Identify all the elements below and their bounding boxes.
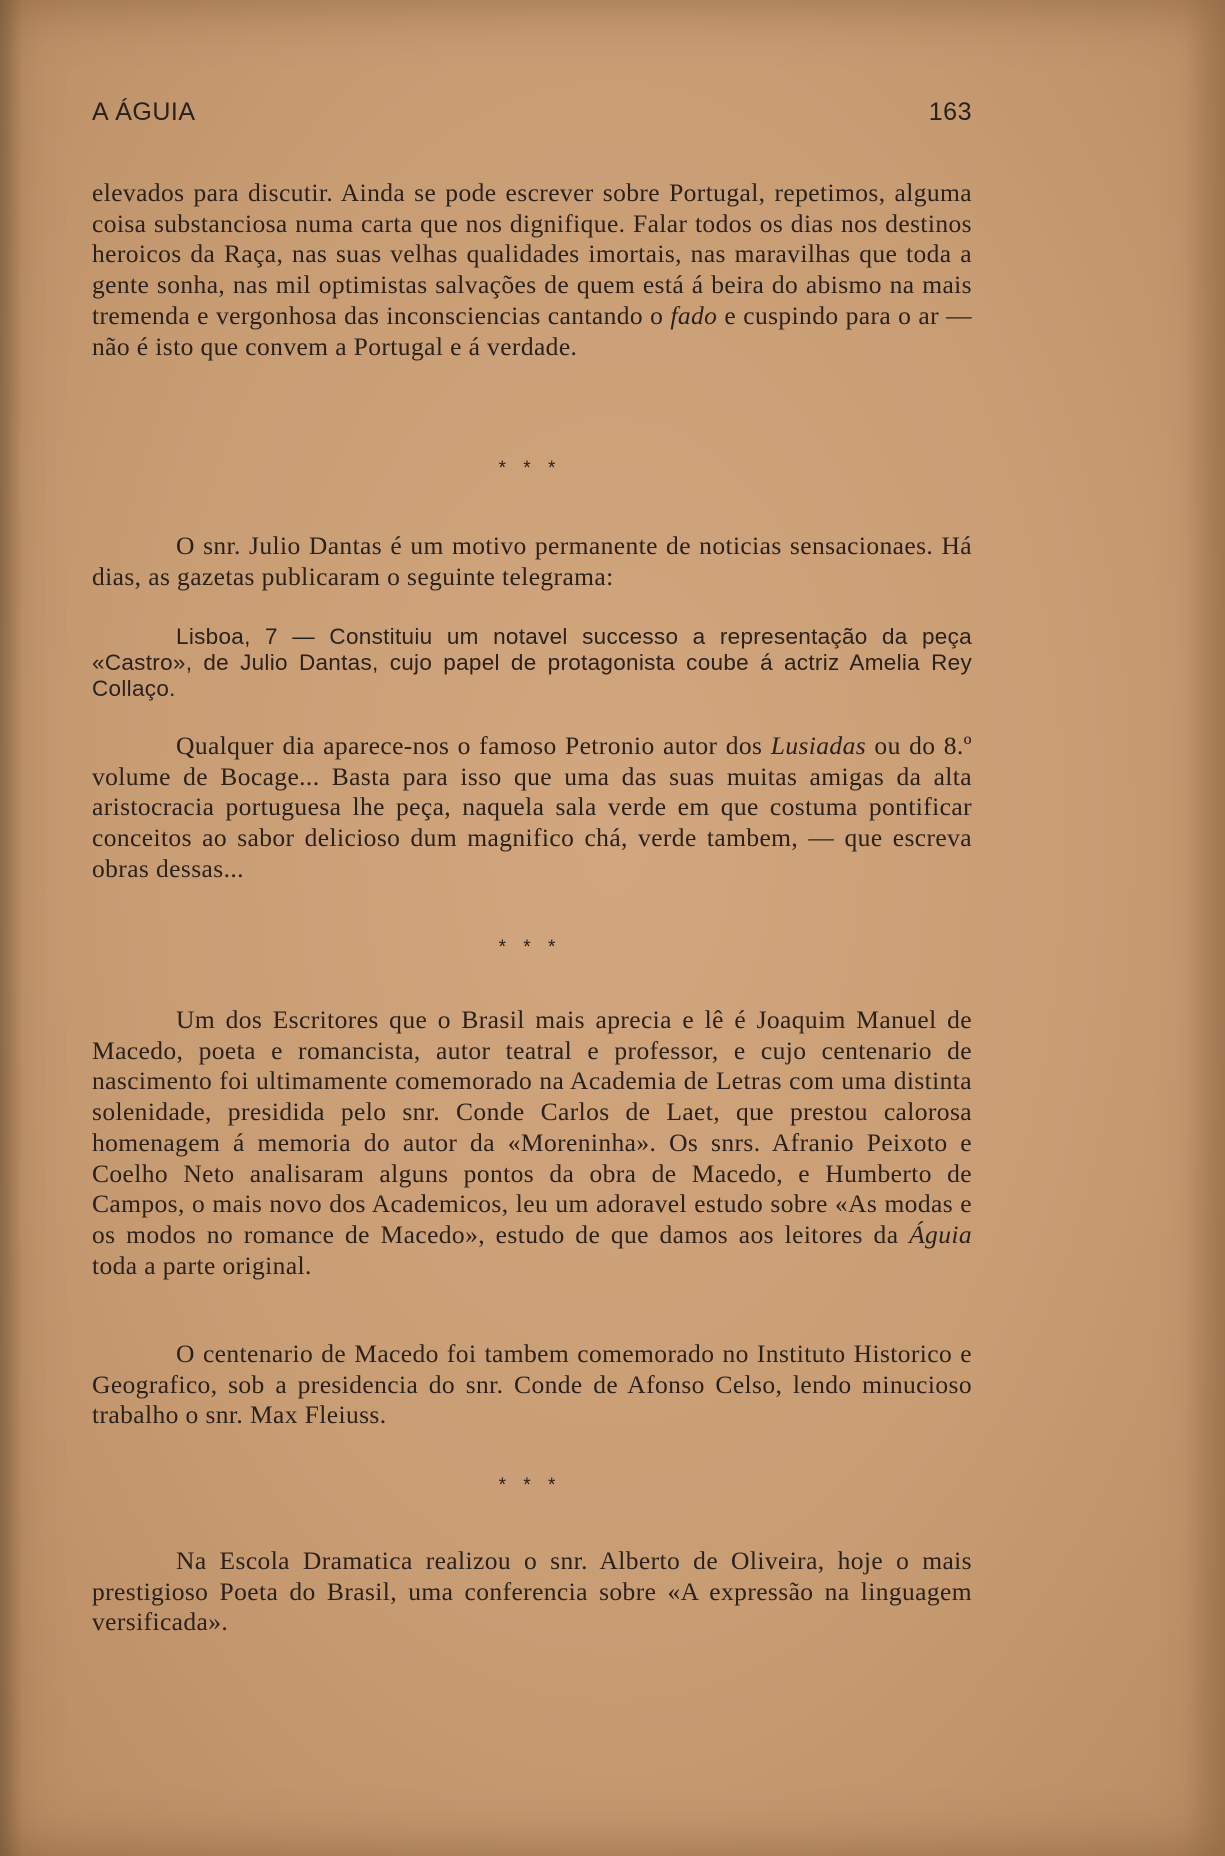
- paragraph-portugal-text: elevados para discutir. Ainda se pode escrever sobre Portugal, repetimos, alguma coisa substanciosa numa carta que nos dignifique. Falar todos os dias nos destinos heroicos da Raça, nas suas velhas qualidades imortais, nas maravilhas que toda a gente sonha, nas mil optimistas salvações de quem está á beira do abismo na mais tremenda e vergonhosa das inconsciencias cantando o: [92, 178, 972, 330]
- telegram-quote: Lisboa, 7 — Constituiu um notavel successo a representação da peça «Castro», de Julio Dantas, cujo papel de protagonista coube á actriz Amelia Rey Collaço.: [92, 624, 972, 701]
- paragraph-instituto: O centenario de Macedo foi tambem comemorado no Instituto Historico e Geografico, sob a presidencia do snr. Conde de Afonso Celso, lendo minucioso trabalho o snr. Max Fleiuss.: [92, 1339, 972, 1430]
- paragraph-macedo: [92, 1005, 972, 1281]
- paragraph-portugal: [92, 178, 972, 362]
- lusiadas-italic: Lusiadas: [770, 731, 867, 760]
- section-separator: * * *: [498, 1475, 562, 1496]
- running-head: [92, 98, 972, 132]
- paragraph-petronio-text: Qualquer dia aparece-nos o famoso Petronio autor dos: [176, 731, 771, 760]
- paragraph-petronio: [92, 731, 972, 885]
- paragraph-macedo-text: Um dos Escritores que o Brasil mais aprecia e lê é Joaquim Manuel de Macedo, poeta e romancista, autor teatral e professor, e cujo centenario de nascimento foi ultimamente comemorado na Academia de Letras com uma distinta solenidade, presidida pelo snr. Conde Carlos de Laet, que prestou calorosa homenagem á memoria do autor da «Moreninha». Os snrs. Afranio Peixoto e Coelho Neto analisaram alguns pontos da obra de Macedo, e Humberto de Campos, o mais novo dos Academicos, leu um adoravel estudo sobre «As modas e os modos no romance de Macedo», estudo de que damos aos leitores da: [92, 1005, 972, 1249]
- section-separator: * * *: [498, 458, 562, 479]
- fado-italic: fado: [670, 300, 718, 330]
- section-separator: * * *: [498, 937, 562, 958]
- paragraph-julio-dantas: O snr. Julio Dantas é um motivo permanente de noticias sensacionaes. Há dias, as gazetas publicaram o seguinte telegrama:: [92, 531, 972, 591]
- paragraph-portugal-end: e cuspindo para o ar — não é isto que convem a Portugal e á verdade.: [92, 300, 972, 361]
- aguia-italic: Águia: [909, 1219, 972, 1249]
- journal-title: A ÁGUIA: [92, 98, 196, 126]
- paragraph-petronio-end: ou do 8.º volume de Bocage... Basta para isso que uma das suas muitas amigas da alta aristocracia portuguesa lhe peça, naquela sala verde em que costuma pontificar conceitos ao sabor delicioso dum magnifico chá, verde tambem, — que escreva obras dessas...: [92, 731, 972, 883]
- page-number: 163: [928, 98, 972, 126]
- paragraph-macedo-end: toda a parte original.: [92, 1250, 312, 1280]
- paragraph-escola-dramatica: Na Escola Dramatica realizou o snr. Alberto de Oliveira, hoje o mais prestigioso Poeta do Brasil, uma conferencia sobre «A expressão na linguagem versificada».: [92, 1546, 972, 1637]
